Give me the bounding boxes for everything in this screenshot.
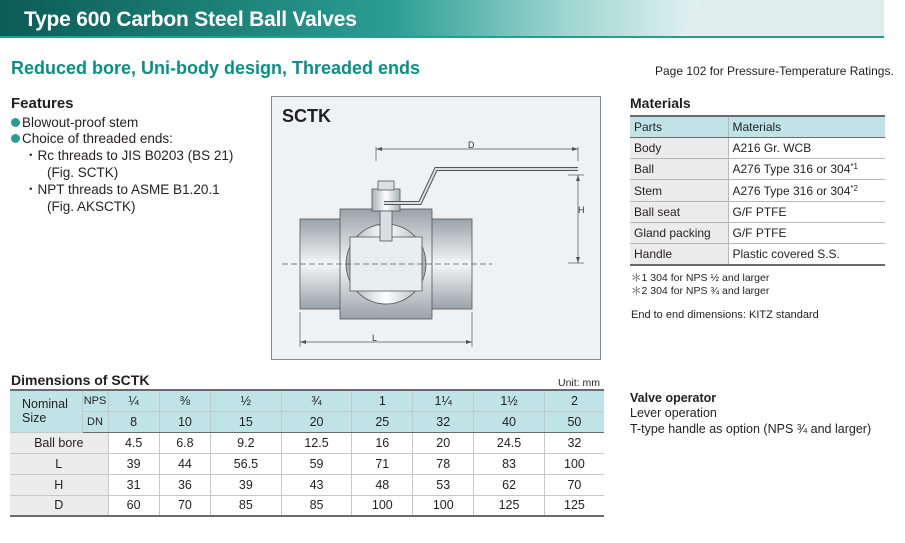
row-label: D <box>10 495 108 516</box>
svg-text:D: D <box>468 140 475 150</box>
footnote: ＊2 304 for NPS ¾ and larger <box>631 285 770 297</box>
table-cell: 100 <box>413 495 474 516</box>
table-cell: 16 <box>352 432 413 453</box>
part-name: Ball <box>630 159 728 180</box>
dn-cell: 25 <box>352 411 413 432</box>
figure-label: SCTK <box>282 106 331 126</box>
valve-operator-line: T-type handle as option (NPS ¾ and larger) <box>630 422 872 436</box>
material-value: A276 Type 316 or 304$^{*2}$ <box>728 180 885 201</box>
nps-header-row <box>10 390 604 411</box>
part-name: Body <box>630 137 728 158</box>
table-cell: 56.5 <box>211 453 282 474</box>
nps-cell: ¾ <box>281 390 352 411</box>
dn-cell: 40 <box>474 411 545 432</box>
table-cell: 100 <box>544 453 604 474</box>
table-row <box>630 137 885 158</box>
nps-cell: 1½ <box>474 390 545 411</box>
nps-label: NPS <box>82 390 108 411</box>
material-value: G/F PTFE <box>728 201 885 222</box>
feature-subitem: ・Rc threads to JIS B0203 (BS 21) <box>24 148 234 163</box>
table-cell: 59 <box>281 453 352 474</box>
material-value: A216 Gr. WCB <box>728 137 885 158</box>
table-row <box>630 180 885 201</box>
dn-label: DN <box>82 411 108 432</box>
end-to-end-note: End to end dimensions: KITZ standard <box>631 309 819 321</box>
dn-cell: 20 <box>281 411 352 432</box>
row-label: H <box>10 474 108 495</box>
dn-cell: 50 <box>544 411 604 432</box>
table-cell: 36 <box>159 474 210 495</box>
table-row-ball-bore <box>10 432 604 453</box>
unit-note: Unit: mm <box>558 377 600 389</box>
dn-header-row <box>10 411 604 432</box>
page-reference-note: Page 102 for Pressure-Temperature Ratings. <box>655 64 894 78</box>
material-value: A276 Type 316 or 304$^{*1}$ <box>728 159 885 180</box>
materials-heading: Materials <box>630 95 691 111</box>
table-cell: 43 <box>281 474 352 495</box>
table-cell: 9.2 <box>211 432 282 453</box>
table-cell: 60 <box>108 495 159 516</box>
table-cell: 48 <box>352 474 413 495</box>
nominal-size-header: Nominal Size <box>10 390 82 432</box>
dimensions-table <box>10 389 604 517</box>
row-label: L <box>10 453 108 474</box>
bullet-icon <box>11 134 20 143</box>
table-cell: 53 <box>413 474 474 495</box>
table-cell: 125 <box>474 495 545 516</box>
dn-cell: 10 <box>159 411 210 432</box>
dimensions-heading: Dimensions of SCTK <box>11 372 150 388</box>
column-header-parts: Parts <box>630 116 728 137</box>
table-row-h <box>10 474 604 495</box>
dn-cell: 15 <box>211 411 282 432</box>
table-row <box>630 244 885 265</box>
part-name: Handle <box>630 244 728 265</box>
dn-cell: 32 <box>413 411 474 432</box>
table-cell: 20 <box>413 432 474 453</box>
nps-cell: 1¼ <box>413 390 474 411</box>
dn-cell: 8 <box>108 411 159 432</box>
valve-operator-heading: Valve operator <box>630 391 717 405</box>
nps-cell: ¼ <box>108 390 159 411</box>
page-title: Type 600 Carbon Steel Ball Valves <box>24 8 357 31</box>
feature-subitem: ・NPT threads to ASME B1.20.1 <box>24 182 220 197</box>
footnote: ＊1 304 for NPS ½ and larger <box>631 272 770 284</box>
table-row-l <box>10 453 604 474</box>
material-value: Plastic covered S.S. <box>728 244 885 265</box>
table-cell: 78 <box>413 453 474 474</box>
table-cell: 71 <box>352 453 413 474</box>
table-cell: 100 <box>352 495 413 516</box>
table-cell: 12.5 <box>281 432 352 453</box>
table-cell: 39 <box>211 474 282 495</box>
feature-subitem-note: (Fig. SCTK) <box>47 165 119 180</box>
table-row <box>630 201 885 222</box>
footnote-mark: *1 <box>850 162 858 172</box>
table-cell: 4.5 <box>108 432 159 453</box>
ball-valve-drawing <box>272 97 600 359</box>
footnote-mark: *2 <box>850 183 858 193</box>
part-name: Ball seat <box>630 201 728 222</box>
feature-item: Blowout-proof stem <box>11 114 138 131</box>
table-cell: 85 <box>211 495 282 516</box>
table-cell: 62 <box>474 474 545 495</box>
table-cell: 70 <box>544 474 604 495</box>
table-cell: 32 <box>544 432 604 453</box>
column-header-materials: Materials <box>728 116 885 137</box>
table-row-d <box>10 495 604 516</box>
table-row <box>630 222 885 243</box>
table-cell: 70 <box>159 495 210 516</box>
table-cell: 83 <box>474 453 545 474</box>
table-row <box>630 159 885 180</box>
table-cell: 31 <box>108 474 159 495</box>
svg-text:H: H <box>578 205 585 215</box>
part-name: Stem <box>630 180 728 201</box>
materials-table <box>630 115 885 266</box>
feature-subitem-note: (Fig. AKSCTK) <box>47 199 136 214</box>
table-cell: 85 <box>281 495 352 516</box>
nps-cell: ½ <box>211 390 282 411</box>
table-cell: 125 <box>544 495 604 516</box>
nps-cell: ⅜ <box>159 390 210 411</box>
valve-operator-line: Lever operation <box>630 406 717 420</box>
row-label: Ball bore <box>10 432 108 453</box>
part-name: Gland packing <box>630 222 728 243</box>
table-cell: 44 <box>159 453 210 474</box>
features-heading: Features <box>11 95 74 112</box>
svg-text:L: L <box>372 333 378 343</box>
feature-item: Choice of threaded ends: <box>11 130 173 147</box>
material-value: G/F PTFE <box>728 222 885 243</box>
nps-cell: 1 <box>352 390 413 411</box>
table-cell: 24.5 <box>474 432 545 453</box>
table-header-row <box>630 116 885 137</box>
table-cell: 6.8 <box>159 432 210 453</box>
nps-cell: 2 <box>544 390 604 411</box>
table-cell: 39 <box>108 453 159 474</box>
page-subtitle: Reduced bore, Uni-body design, Threaded ends <box>11 58 421 78</box>
bullet-icon <box>11 118 20 127</box>
